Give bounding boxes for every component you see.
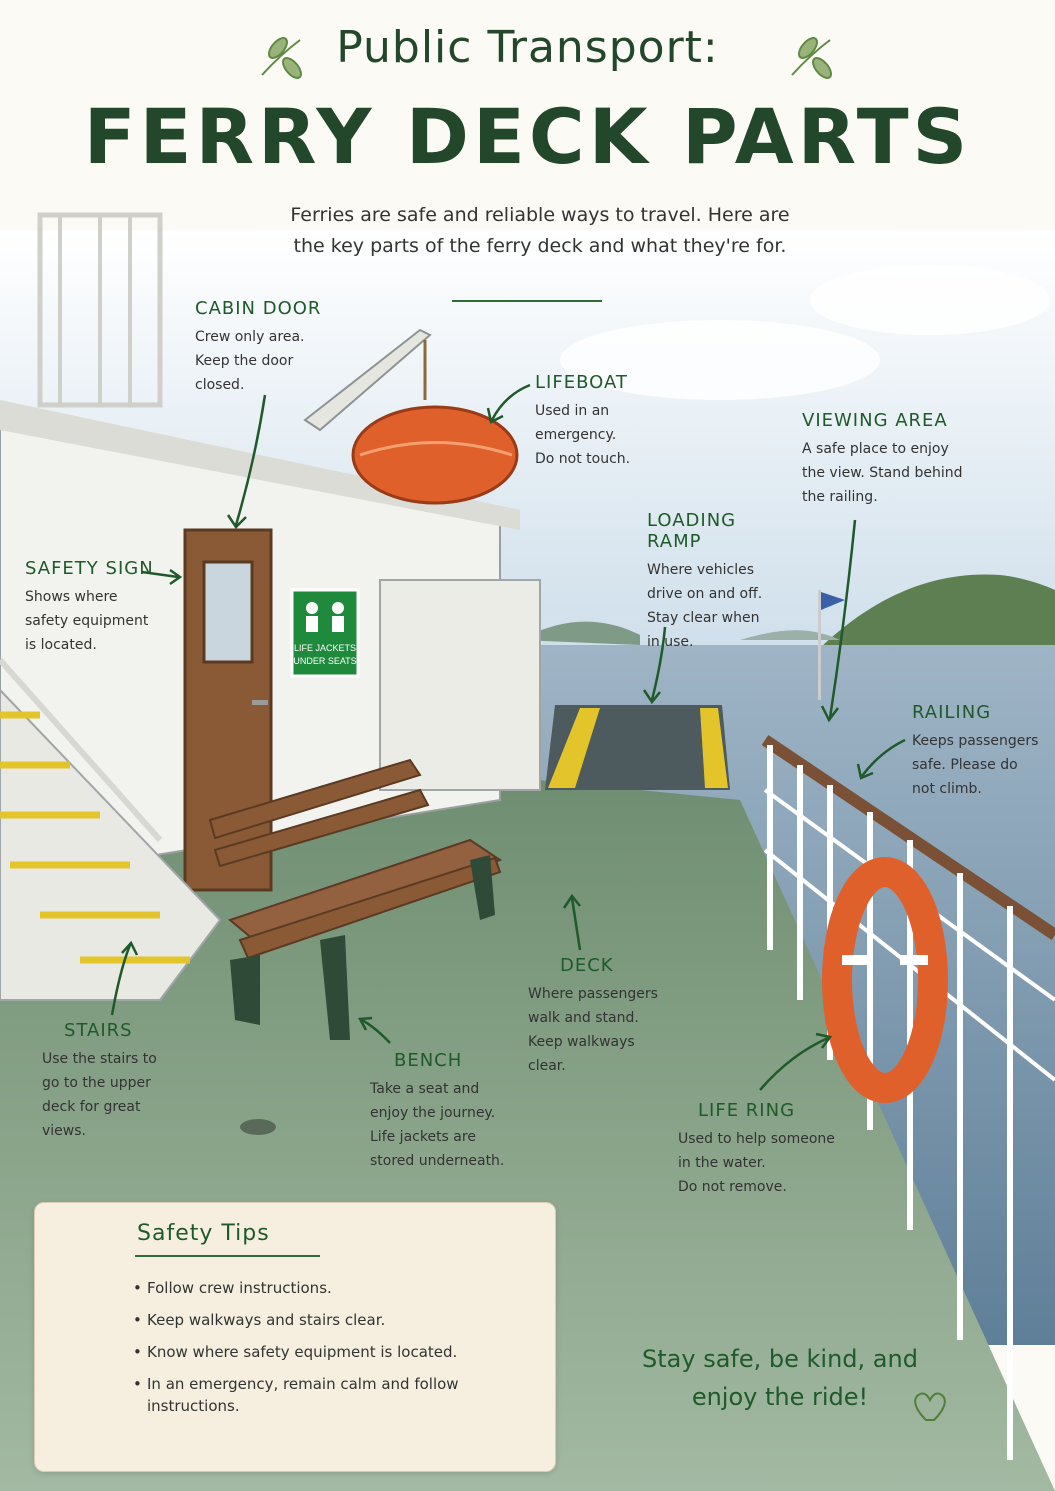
callout-text: Used in an emergency. Do not touch. [535, 403, 631, 467]
callout-title: DECK [560, 955, 614, 976]
callout-text: Used to help someone in the water. Do not remove. [678, 1131, 835, 1195]
callout-bench [370, 1050, 530, 1173]
callout-text: Where vehicles drive on and off. Stay clear when in use. [647, 562, 763, 650]
callout-title: VIEWING AREA [802, 410, 948, 431]
door-handle [252, 700, 268, 705]
sign-line-1: LIFE JACKETS [293, 643, 357, 653]
callout-cabin-door [195, 298, 345, 397]
closing-message: Stay safe, be kind, and enjoy the ride! [642, 1345, 918, 1411]
cloud [810, 265, 1050, 335]
intro-text: Ferries are safe and reliable ways to travel. Here are the key parts of the ferry deck and what they're for. [290, 204, 790, 257]
intro-divider [452, 300, 602, 302]
safety-tips-title: Safety Tips [137, 1221, 270, 1246]
sign-line-2: UNDER SEATS [293, 656, 357, 666]
callout-railing [912, 702, 1052, 801]
list-item: • In an emergency, remain calm and follow instructions. [133, 1373, 463, 1417]
list-item: • Know where safety equipment is located. [133, 1341, 463, 1363]
callout-title: CABIN DOOR [195, 298, 322, 319]
callout-text: Use the stairs to go to the upper deck for great views. [42, 1051, 157, 1139]
rear-structure [380, 580, 540, 790]
safety-tips-card [34, 1202, 556, 1472]
flag-pole [818, 590, 821, 700]
callout-loading-ramp [647, 510, 797, 654]
callout-text: Shows where safety equipment is located. [25, 589, 149, 653]
callout-title: LIFEBOAT [535, 372, 628, 393]
callout-title: LOADING RAMP [647, 510, 737, 552]
callout-title: SAFETY SIGN [25, 558, 154, 579]
callout-text: Keeps passengers safe. Please do not climb. [912, 733, 1039, 797]
page-subtitle: Public Transport: [336, 22, 719, 73]
callout-text: Where passengers walk and stand. Keep walkways clear. [528, 986, 658, 1074]
deck-drain [240, 1119, 276, 1135]
callout-lifeboat [535, 372, 675, 471]
door-window [204, 562, 252, 662]
safety-tips-divider [135, 1255, 320, 1257]
callout-title: BENCH [394, 1050, 463, 1071]
callout-title: RAILING [912, 702, 992, 723]
callout-viewing-area [802, 410, 1002, 509]
callout-deck [528, 955, 678, 1078]
callout-text: Crew only area. Keep the door closed. [195, 329, 305, 393]
safety-tips-list [133, 1267, 463, 1417]
list-item: • Follow crew instructions. [133, 1277, 463, 1299]
callout-title: LIFE RING [698, 1100, 796, 1121]
callout-safety-sign [25, 558, 175, 657]
list-item: • Keep walkways and stairs clear. [133, 1309, 463, 1331]
callout-title: STAIRS [64, 1020, 133, 1041]
page-title: FERRY DECK PARTS [83, 92, 972, 181]
callout-life-ring [678, 1100, 858, 1199]
callout-text: Take a seat and enjoy the journey. Life jackets are stored underneath. [370, 1081, 505, 1169]
callout-text: A safe place to enjoy the view. Stand behind the railing. [802, 441, 963, 505]
callout-stairs [42, 1020, 192, 1143]
